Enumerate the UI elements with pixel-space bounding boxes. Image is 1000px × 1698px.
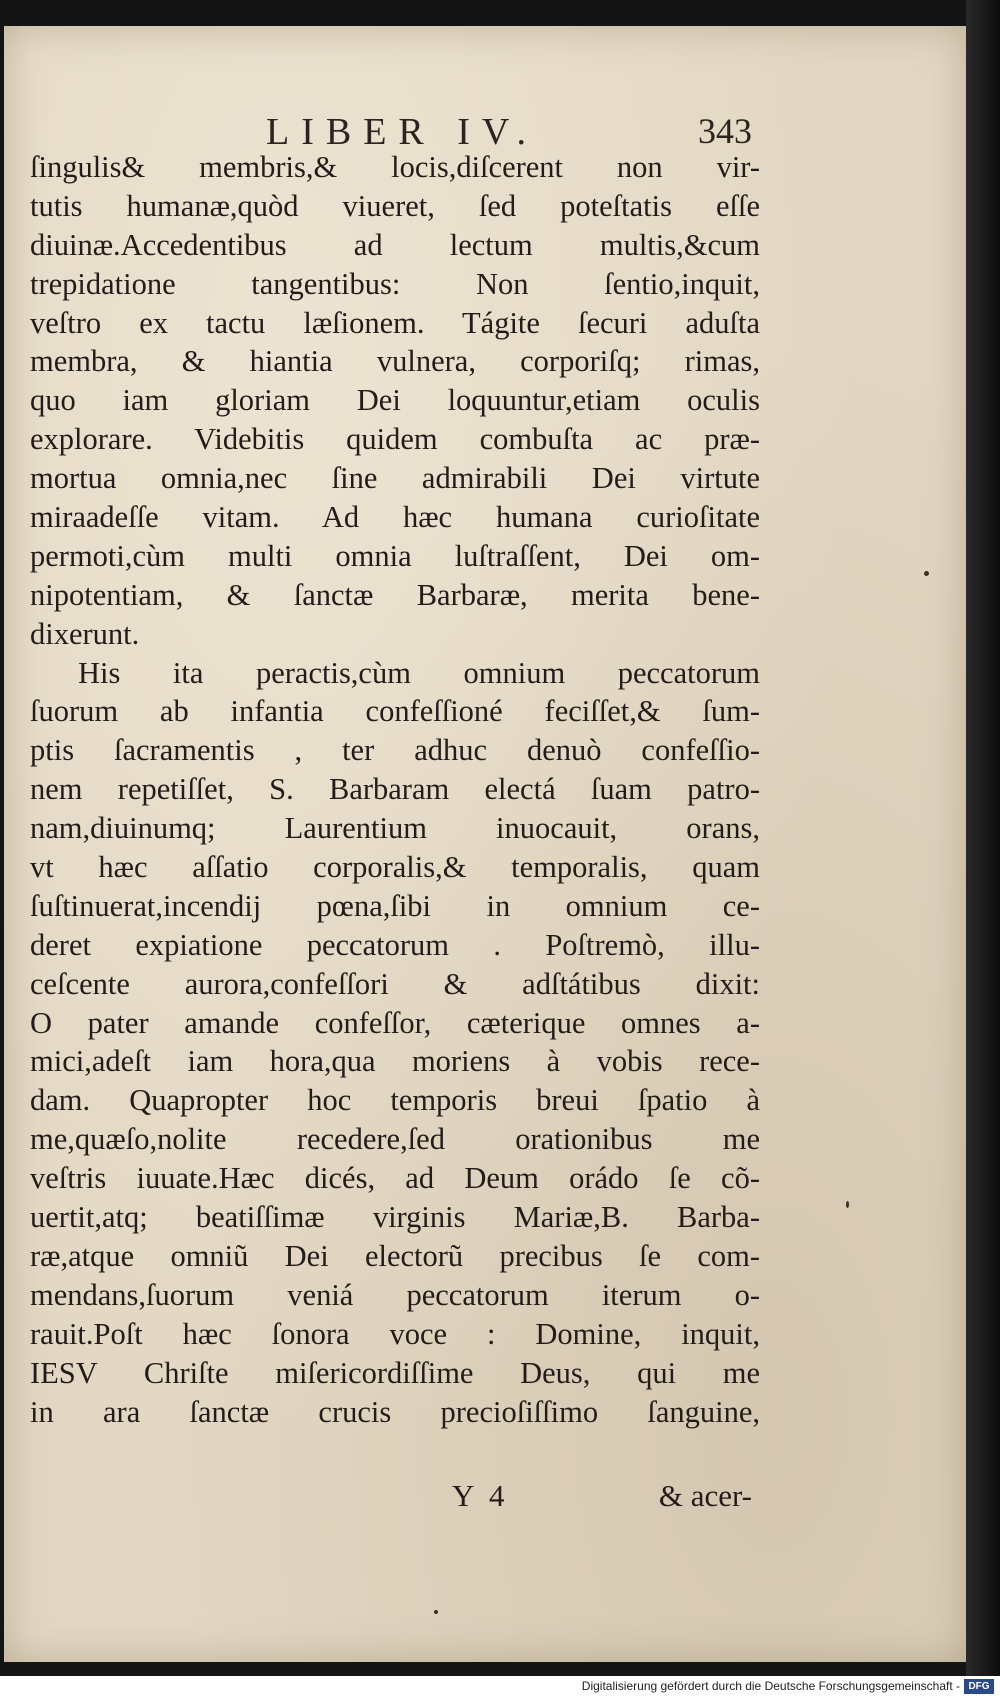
text-line: IESV Chriſte miſericordiſſime Deus, qui me (30, 1355, 760, 1390)
digitization-credit: Digitalisierung gefördert durch die Deutsche Forschungsgemeinschaft - (581, 1679, 960, 1693)
text-line: veſtro ex tactu læſionem. Tágite ſecuri aduſta (30, 305, 760, 340)
text-line: membra, & hiantia vulnera, corporiſq; rimas, (30, 344, 760, 379)
text-line: nam,diuinumq; Laurentium inuocauit, orans, (30, 811, 760, 846)
dfg-logo-icon: DFG (964, 1679, 994, 1694)
book-page (4, 26, 966, 1662)
page-number: 343 (698, 111, 752, 151)
text-line: permoti,cùm multi omnia luſtraſſent, Dei om- (30, 538, 760, 573)
text-line: mortua omnia,nec ſine admirabili Dei virtute (30, 461, 760, 496)
text-line: quo iam gloriam Dei loquuntur,etiam oculis (30, 383, 760, 418)
text-line: uertit,atq; beatiſſimæ virginis Mariæ,B. Barba- (30, 1200, 760, 1235)
text-line: in ara ſanctæ crucis precioſiſſimo ſanguine, (30, 1394, 760, 1429)
text-line: O pater amande confeſſor, cæterique omnes a- (30, 1005, 760, 1040)
text-line: ſingulis& membris,& locis,diſcerent non vir- (30, 150, 760, 184)
text-line: ſuorum ab infantia confeſſioné feciſſet,& ſum- (30, 694, 760, 729)
paper-speck (846, 1201, 849, 1208)
text-line: deret expiatione peccatorum . Poſtremò, illu- (30, 927, 760, 962)
text-line: dixerunt. (30, 616, 140, 651)
book-edge (966, 0, 1000, 1698)
body-text (30, 148, 760, 1431)
page-footer (22, 1478, 752, 1522)
text-line: tutis humanæ,quòd viueret, ſed poteſtatis eſſe (30, 188, 760, 223)
text-line: miraadeſſe vitam. Ad hæc humana curioſitate (30, 500, 760, 535)
text-line: mendans,ſuorum veniá peccatorum iterum o- (30, 1277, 760, 1312)
text-line: rauit.Poſt hæc ſonora voce : Domine, inquit, (30, 1316, 760, 1351)
text-line: vt hæc aſſatio corporalis,& temporalis, quam (30, 850, 760, 885)
text-line: ræ,atque omniũ Dei electorũ precibus ſe com- (30, 1238, 760, 1273)
text-line: dam. Quapropter hoc temporis breui ſpatio à (30, 1083, 760, 1118)
running-head: LIBER IV. (266, 111, 538, 153)
text-line: mici,adeſt iam hora,qua moriens à vobis rece- (30, 1044, 760, 1079)
text-line: nem repetiſſet, S. Barbaram electá ſuam patro- (30, 772, 760, 807)
signature-mark: Y 4 (452, 1478, 509, 1513)
text-line: diuinæ.Accedentibus ad lectum multis,&cum (30, 227, 760, 262)
credit-bar (0, 1676, 1000, 1698)
text-line: ceſcente aurora,confeſſori & adſtátibus dixit: (30, 966, 760, 1001)
catchword: & acer- (658, 1478, 752, 1513)
text-line: nipotentiam, & ſanctæ Barbaræ, merita bene- (30, 577, 760, 612)
paragraph-start-line: His ita peractis,cùm omnium peccatorum (78, 655, 760, 690)
paper-speck (434, 1610, 438, 1614)
text-line: explorare. Videbitis quidem combuſta ac præ- (30, 422, 760, 457)
text-line: ſuſtinuerat,incendij pœna,ſibi in omnium ce- (30, 888, 760, 923)
page-header (22, 88, 752, 154)
paper-speck (924, 571, 929, 576)
text-line: me,quæſo,nolite recedere,ſed orationibus me (30, 1122, 760, 1157)
text-line: trepidatione tangentibus: Non ſentio,inquit, (30, 266, 760, 301)
text-line: veſtris iuuate.Hæc dicés, ad Deum orádo ſe cõ- (30, 1161, 760, 1196)
text-line: ptis ſacramentis , ter adhuc denuò confeſſio- (30, 733, 760, 768)
